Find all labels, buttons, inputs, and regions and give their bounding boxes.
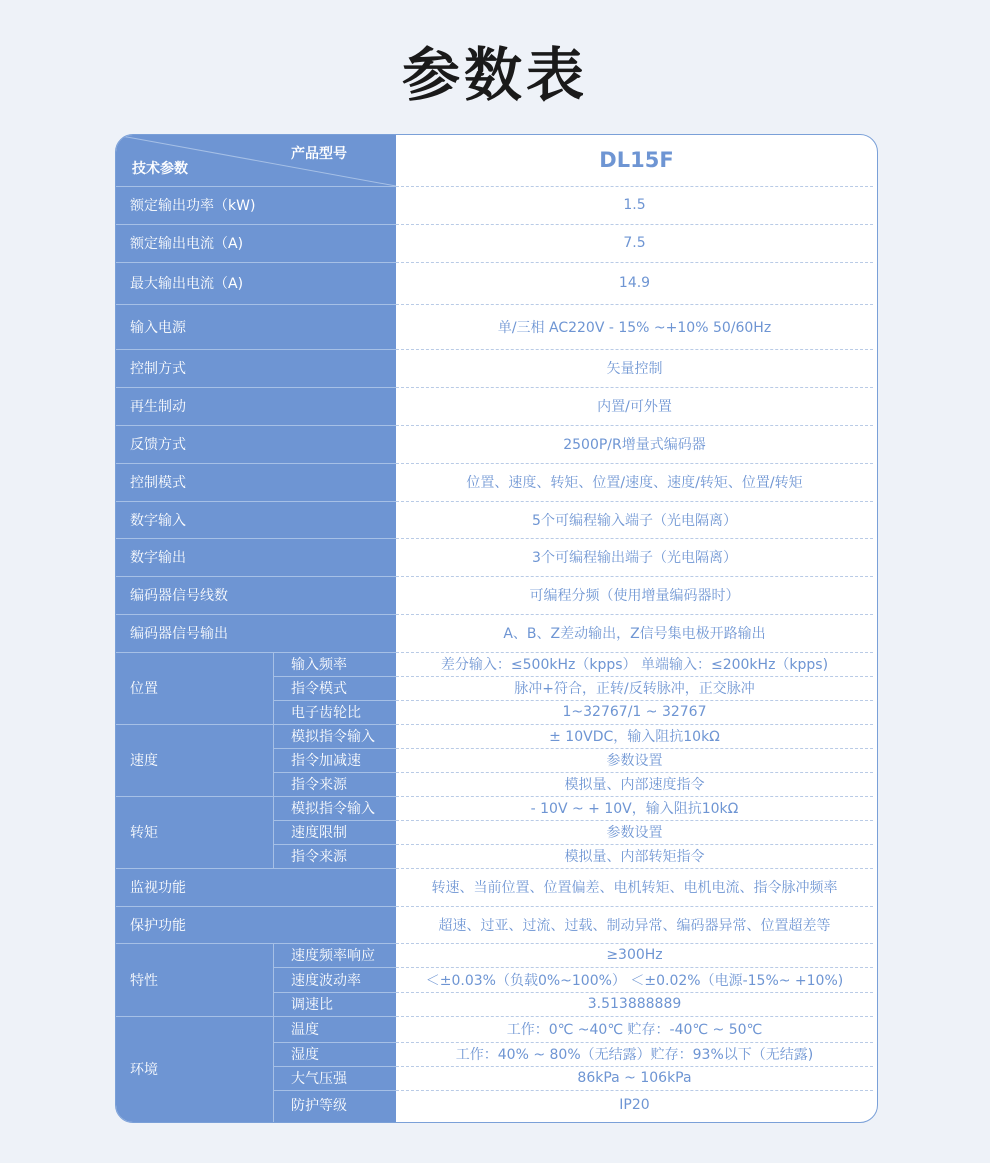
row-label: 最大输出电流（A) (130, 276, 244, 292)
sub-value: 脉冲+符合，正转/反转脉冲，正交脉冲 (514, 681, 755, 697)
row-value: 7.5 (623, 235, 646, 251)
model-name: DL15F (599, 148, 674, 172)
sub-label: 防护等级 (291, 1098, 347, 1114)
table-row (116, 906, 877, 943)
sub-label: 速度限制 (291, 825, 347, 841)
row-label: 编码器信号输出 (130, 626, 228, 642)
tech-params-label: 技术参数 (132, 161, 188, 177)
table-row (116, 967, 877, 992)
table-row (116, 772, 877, 796)
table-row (116, 614, 877, 652)
sub-label: 指令加减速 (291, 753, 361, 769)
table-row (116, 748, 877, 772)
table-row (116, 724, 877, 748)
table-row (116, 1016, 877, 1042)
row-value: 位置、速度、转矩、位置/速度、速度/转矩、位置/转矩 (466, 475, 803, 491)
sub-value: 模拟量、内部速度指令 (564, 777, 705, 793)
table-row (116, 820, 877, 844)
row-label: 再生制动 (130, 399, 186, 415)
sub-label: 调速比 (291, 997, 333, 1013)
group-label-position: 位置 (130, 681, 158, 697)
sub-label: 输入频率 (291, 657, 347, 673)
table-row (116, 501, 877, 538)
table-row (116, 576, 877, 614)
sub-value: 1~32767/1 ~ 32767 (562, 704, 707, 720)
row-label: 编码器信号线数 (130, 588, 228, 604)
group-label-environment: 环境 (130, 1062, 158, 1078)
header-corner-cell (116, 135, 396, 186)
sub-label: 指令来源 (291, 849, 347, 865)
table-row (116, 676, 877, 700)
table-row (116, 1042, 877, 1066)
sub-label: 指令来源 (291, 777, 347, 793)
row-value: 超速、过亚、过流、过载、制动异常、编码器异常、位置超差等 (438, 917, 831, 934)
row-label: 额定输出功率（kW) (130, 198, 256, 214)
table-row (116, 700, 877, 724)
row-value: 转速、当前位置、位置偏差、电机转矩、电机电流、指令脉冲频率 (431, 880, 838, 896)
row-value: 3个可编程输出端子（光电隔离） (532, 550, 737, 566)
row-label: 控制模式 (130, 475, 186, 491)
table-row (116, 992, 877, 1016)
table-row (116, 463, 877, 501)
group-label-feature: 特性 (130, 972, 158, 989)
sub-value: 工作：40% ~ 80%（无结露）贮存：93%以下（无结露) (455, 1047, 814, 1063)
row-label: 数字输入 (130, 512, 186, 529)
sub-label: 电子齿轮比 (291, 705, 361, 721)
row-value: 5个可编程输入端子（光电隔离） (532, 512, 737, 529)
sub-value: 参数设置 (606, 753, 663, 769)
sub-value: 差分输入：≤500kHz（kpps） 单端输入：≤200kHz（kpps) (440, 657, 829, 673)
row-value: 单/三相 AC220V - 15% ~+10% 50/60Hz (497, 320, 772, 336)
table-row (116, 186, 877, 224)
sub-label: 速度波动率 (291, 972, 361, 989)
table-row (116, 425, 877, 463)
sub-label: 大气压强 (291, 1071, 347, 1087)
table-row (116, 796, 877, 820)
row-label: 反馈方式 (130, 437, 186, 453)
row-label: 控制方式 (130, 361, 186, 377)
sub-label: 速度频率响应 (291, 948, 375, 964)
sub-value: 工作：0℃ ~40℃ 贮存：-40℃ ~ 50℃ (506, 1022, 763, 1038)
table-header (116, 135, 877, 186)
row-label: 监视功能 (130, 880, 186, 896)
sub-label: 模拟指令输入 (291, 729, 375, 745)
row-value: 内置/可外置 (597, 399, 672, 415)
table-row (116, 224, 877, 262)
table-row (116, 943, 877, 967)
sub-value: ± 10VDC，输入阻抗10kΩ (549, 729, 720, 745)
sub-label: 模拟指令输入 (291, 801, 375, 817)
sub-value: 3.513888889 (587, 996, 682, 1012)
sub-value: - 10V ~ + 10V，输入阻抗10kΩ (530, 801, 739, 817)
row-value: 1.5 (623, 197, 646, 213)
table-row (116, 304, 877, 350)
table-row (116, 387, 877, 425)
table-row (116, 262, 877, 304)
sub-value: 参数设置 (606, 825, 663, 841)
sub-label: 温度 (291, 1022, 319, 1038)
row-value: 矢量控制 (606, 361, 663, 377)
table-row (116, 868, 877, 906)
table-row (116, 1090, 877, 1120)
row-label: 保护功能 (130, 917, 186, 934)
sub-label: 湿度 (291, 1047, 319, 1063)
spec-table (115, 134, 878, 1123)
table-row (116, 844, 877, 868)
row-value: 2500P/R增量式编码器 (563, 437, 706, 453)
sub-value: IP20 (619, 1097, 650, 1113)
table-row (116, 538, 877, 576)
row-value: A、B、Z差动输出，Z信号集电极开路输出 (503, 626, 766, 642)
sub-value: ＜±0.03%（负载0%~100%） ＜±0.02%（电源-15%~ +10%) (425, 972, 844, 989)
page-title: 参数表 (401, 41, 588, 109)
row-label: 输入电源 (130, 320, 186, 336)
group-label-speed: 速度 (130, 753, 158, 769)
sub-value: ≥300Hz (606, 947, 663, 963)
row-value: 可编程分频（使用增量编码器时） (529, 588, 740, 604)
row-value: 14.9 (618, 275, 651, 291)
sub-value: 模拟量、内部转矩指令 (564, 849, 705, 865)
row-label: 数字输出 (130, 550, 186, 566)
row-label: 额定输出电流（A) (130, 236, 244, 252)
sub-value: 86kPa ~ 106kPa (577, 1070, 692, 1086)
sub-label: 指令模式 (291, 681, 347, 697)
group-label-torque: 转矩 (130, 825, 158, 841)
table-row (116, 652, 877, 676)
table-row (116, 1066, 877, 1090)
product-model-label: 产品型号 (291, 146, 347, 162)
table-row (116, 349, 877, 387)
